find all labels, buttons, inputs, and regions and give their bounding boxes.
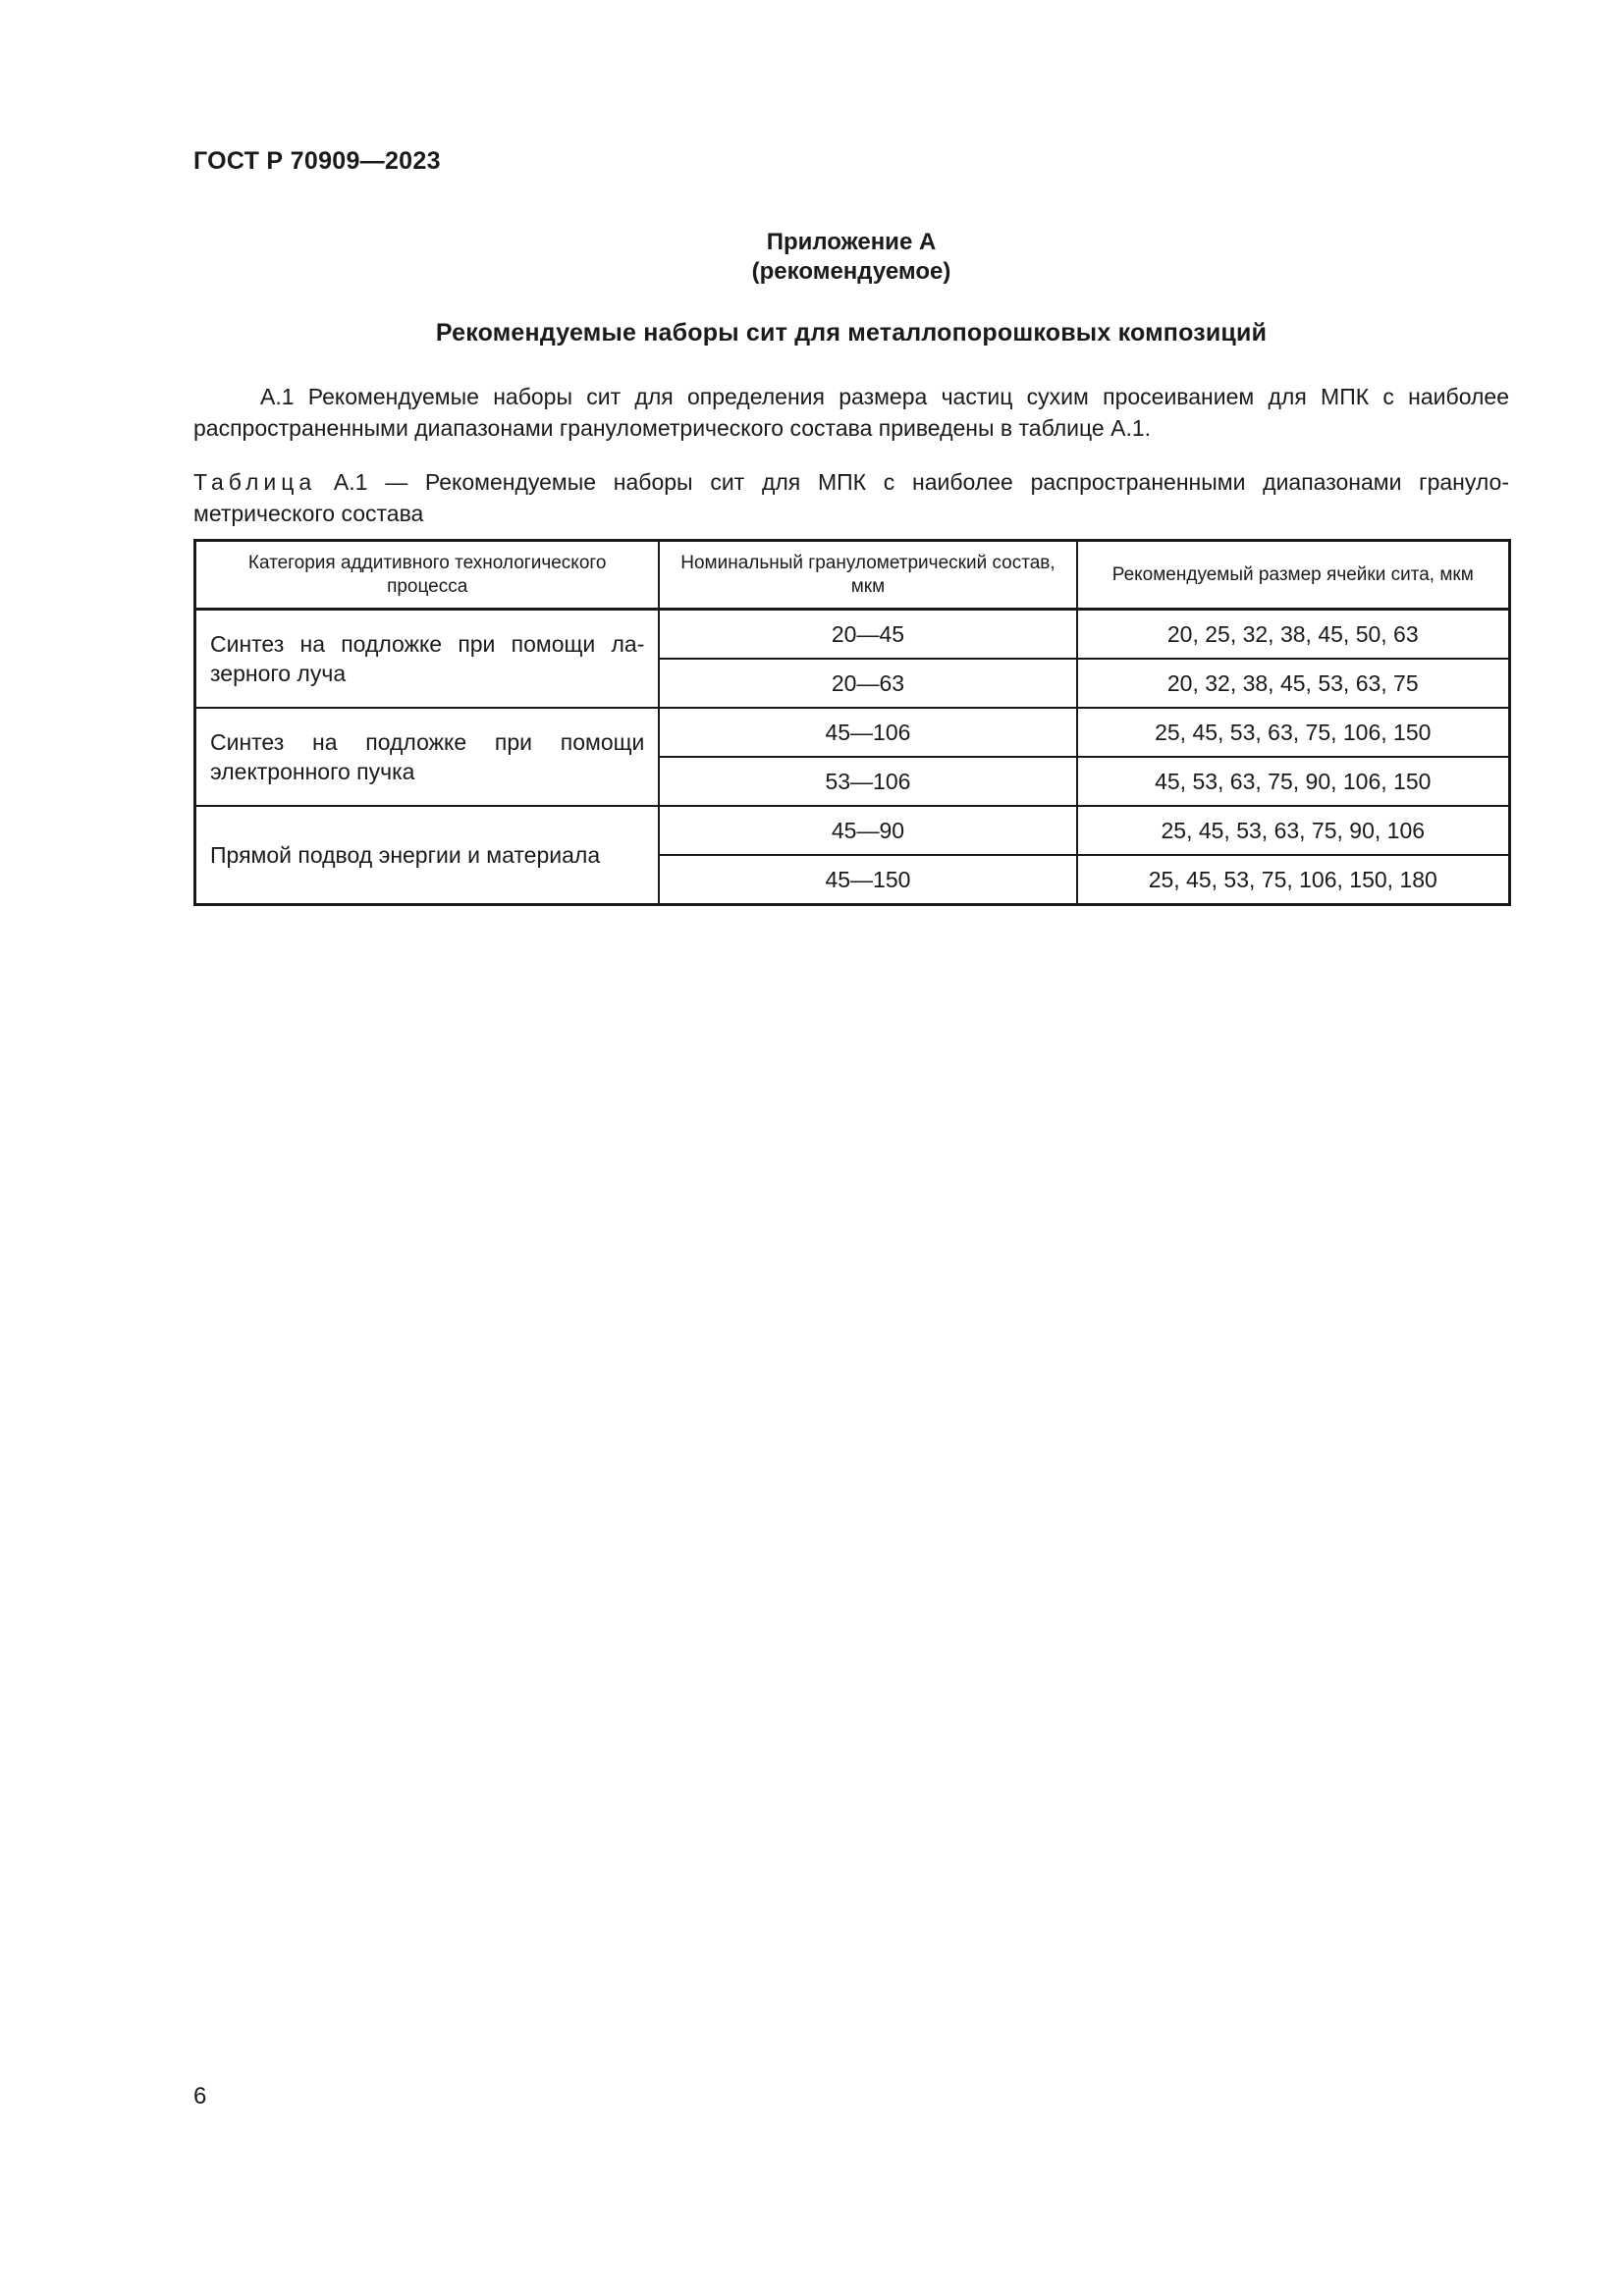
sieve-sizes-cell: 25, 45, 53, 63, 75, 106, 150 (1077, 708, 1510, 757)
nominal-range-cell: 45—106 (659, 708, 1076, 757)
sieve-sizes-cell: 25, 45, 53, 75, 106, 150, 180 (1077, 855, 1510, 905)
sieve-sets-table (193, 539, 1511, 906)
sieve-sizes-cell: 45, 53, 63, 75, 90, 106, 150 (1077, 757, 1510, 806)
nominal-range-cell: 45—150 (659, 855, 1076, 905)
sieve-sizes-cell: 20, 32, 38, 45, 53, 63, 75 (1077, 659, 1510, 708)
process-category-cell: Синтез на подложке при помощи лазерного луча (195, 610, 660, 709)
table-row (195, 806, 1510, 855)
process-category-cell: Прямой подвод энергии и материала (195, 806, 660, 905)
process-category-cell: Синтез на подложке при помощи электронного пучка (195, 708, 660, 806)
appendix-status: (рекомендуемое) (751, 258, 951, 285)
table-row (195, 708, 1510, 757)
appendix-label: Приложение А (766, 229, 937, 255)
paragraph-a1: А.1 Рекомендуемые наборы сит для определения размера частиц сухим просеиванием для МПК с наиболее распространенными диапазонами гранулометрического состава приведены в таблице А.1. (193, 384, 1509, 441)
sieve-sizes-cell: 20, 25, 32, 38, 45, 50, 63 (1077, 610, 1510, 660)
table-row (195, 610, 1510, 660)
sieve-sizes-cell: 25, 45, 53, 63, 75, 90, 106 (1077, 806, 1510, 855)
table-header-row (195, 541, 1510, 610)
header-sieve-sizes: Рекомендуемый размер ячейки сита, мкм (1077, 541, 1510, 610)
header-nominal-range: Номинальный гранулометрический состав, мкм (659, 541, 1076, 610)
nominal-range-cell: 20—63 (659, 659, 1076, 708)
header-process-category: Категория аддитивного технологического процесса (195, 541, 660, 610)
table-caption (193, 466, 1509, 529)
appendix-title: Рекомендуемые наборы сит для металлопорошковых композиций (435, 319, 1268, 347)
nominal-range-cell: 20—45 (659, 610, 1076, 660)
table-caption-text: А.1 — Рекомендуемые наборы сит для МПК с наиболее распространенными диапазонами гранулометрического состава (193, 469, 1509, 526)
document-code: ГОСТ Р 70909—2023 (193, 147, 441, 175)
page-number: 6 (193, 2083, 207, 2109)
table-caption-prefix: Таблица (193, 469, 317, 495)
nominal-range-cell: 45—90 (659, 806, 1076, 855)
nominal-range-cell: 53—106 (659, 757, 1076, 806)
